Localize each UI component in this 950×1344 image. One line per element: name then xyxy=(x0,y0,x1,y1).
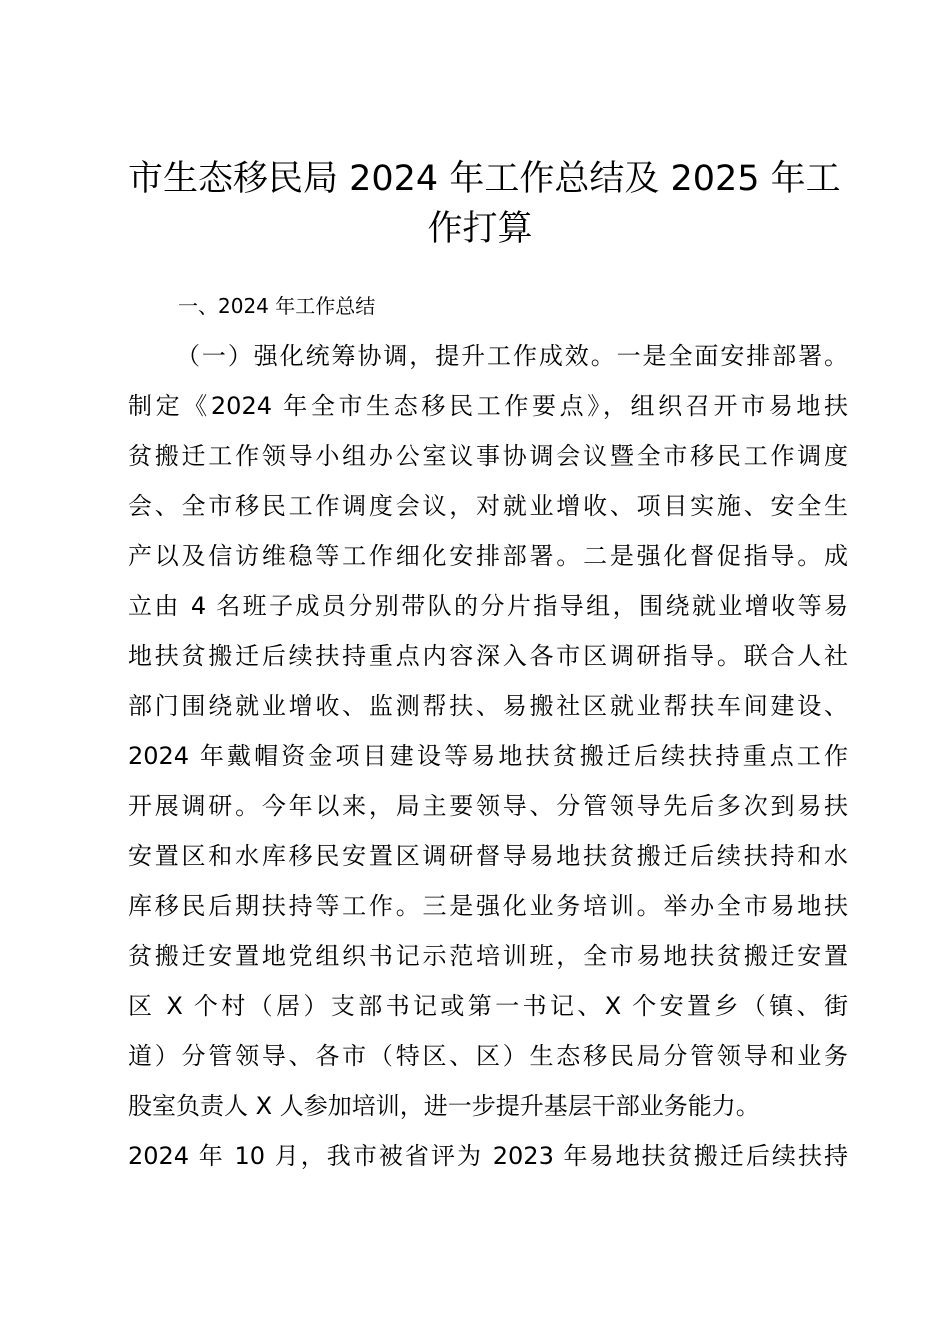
paragraph-line: 股室负责人 X 人参加培训，进一步提升基层干部业务能力。 xyxy=(128,1092,760,1120)
paragraph-line: 开展调研。今年以来，局主要领导、分管领导先后多次到易扶 xyxy=(128,792,848,820)
paragraph-line: 地扶贫搬迁后续扶持重点内容深入各市区调研指导。联合人社 xyxy=(128,642,848,670)
document-title xyxy=(128,154,841,254)
title-line: 作打算 xyxy=(427,209,533,249)
paragraph-line: 会、全市移民工作调度会议，对就业增收、项目实施、安全生 xyxy=(128,492,848,520)
title-line: 市生态移民局 2024 年工作总结及 2025 年工 xyxy=(128,159,841,199)
paragraph-line: 2024 年戴帽资金项目建设等易地扶贫搬迁后续扶持重点工作 xyxy=(128,742,848,770)
paragraph-line: 产以及信访维稳等工作细化安排部署。二是强化督促指导。成 xyxy=(128,542,848,570)
paragraph-line: 贫搬迁安置地党组织书记示范培训班，全市易地扶贫搬迁安置 xyxy=(128,942,848,970)
paragraph-line: 安置区和水库移民安置区调研督导易地扶贫搬迁后续扶持和水 xyxy=(128,842,848,870)
paragraph-line: 库移民后期扶持等工作。三是强化业务培训。举办全市易地扶 xyxy=(128,892,848,920)
body-paragraph xyxy=(128,339,848,1189)
paragraph-line: 区 X 个村（居）支部书记或第一书记、X 个安置乡（镇、街 xyxy=(128,992,848,1020)
paragraph-line: （一）强化统筹协调，提升工作成效。一是全面安排部署。 xyxy=(176,342,848,370)
paragraph-line: 2024 年 10 月，我市被省评为 2023 年易地扶贫搬迁后续扶持 xyxy=(128,1142,848,1170)
paragraph-line: 制定《2024 年全市生态移民工作要点》，组织召开市易地扶 xyxy=(128,392,848,420)
section-heading: 一、2024 年工作总结 xyxy=(178,294,376,318)
paragraph-line: 立由 4 名班子成员分别带队的分片指导组，围绕就业增收等易 xyxy=(128,592,848,620)
paragraph-line: 贫搬迁工作领导小组办公室议事协调会议暨全市移民工作调度 xyxy=(128,442,848,470)
paragraph-line: 道）分管领导、各市（特区、区）生态移民局分管领导和业务 xyxy=(128,1042,848,1070)
paragraph-line: 部门围绕就业增收、监测帮扶、易搬社区就业帮扶车间建设、 xyxy=(128,692,848,720)
